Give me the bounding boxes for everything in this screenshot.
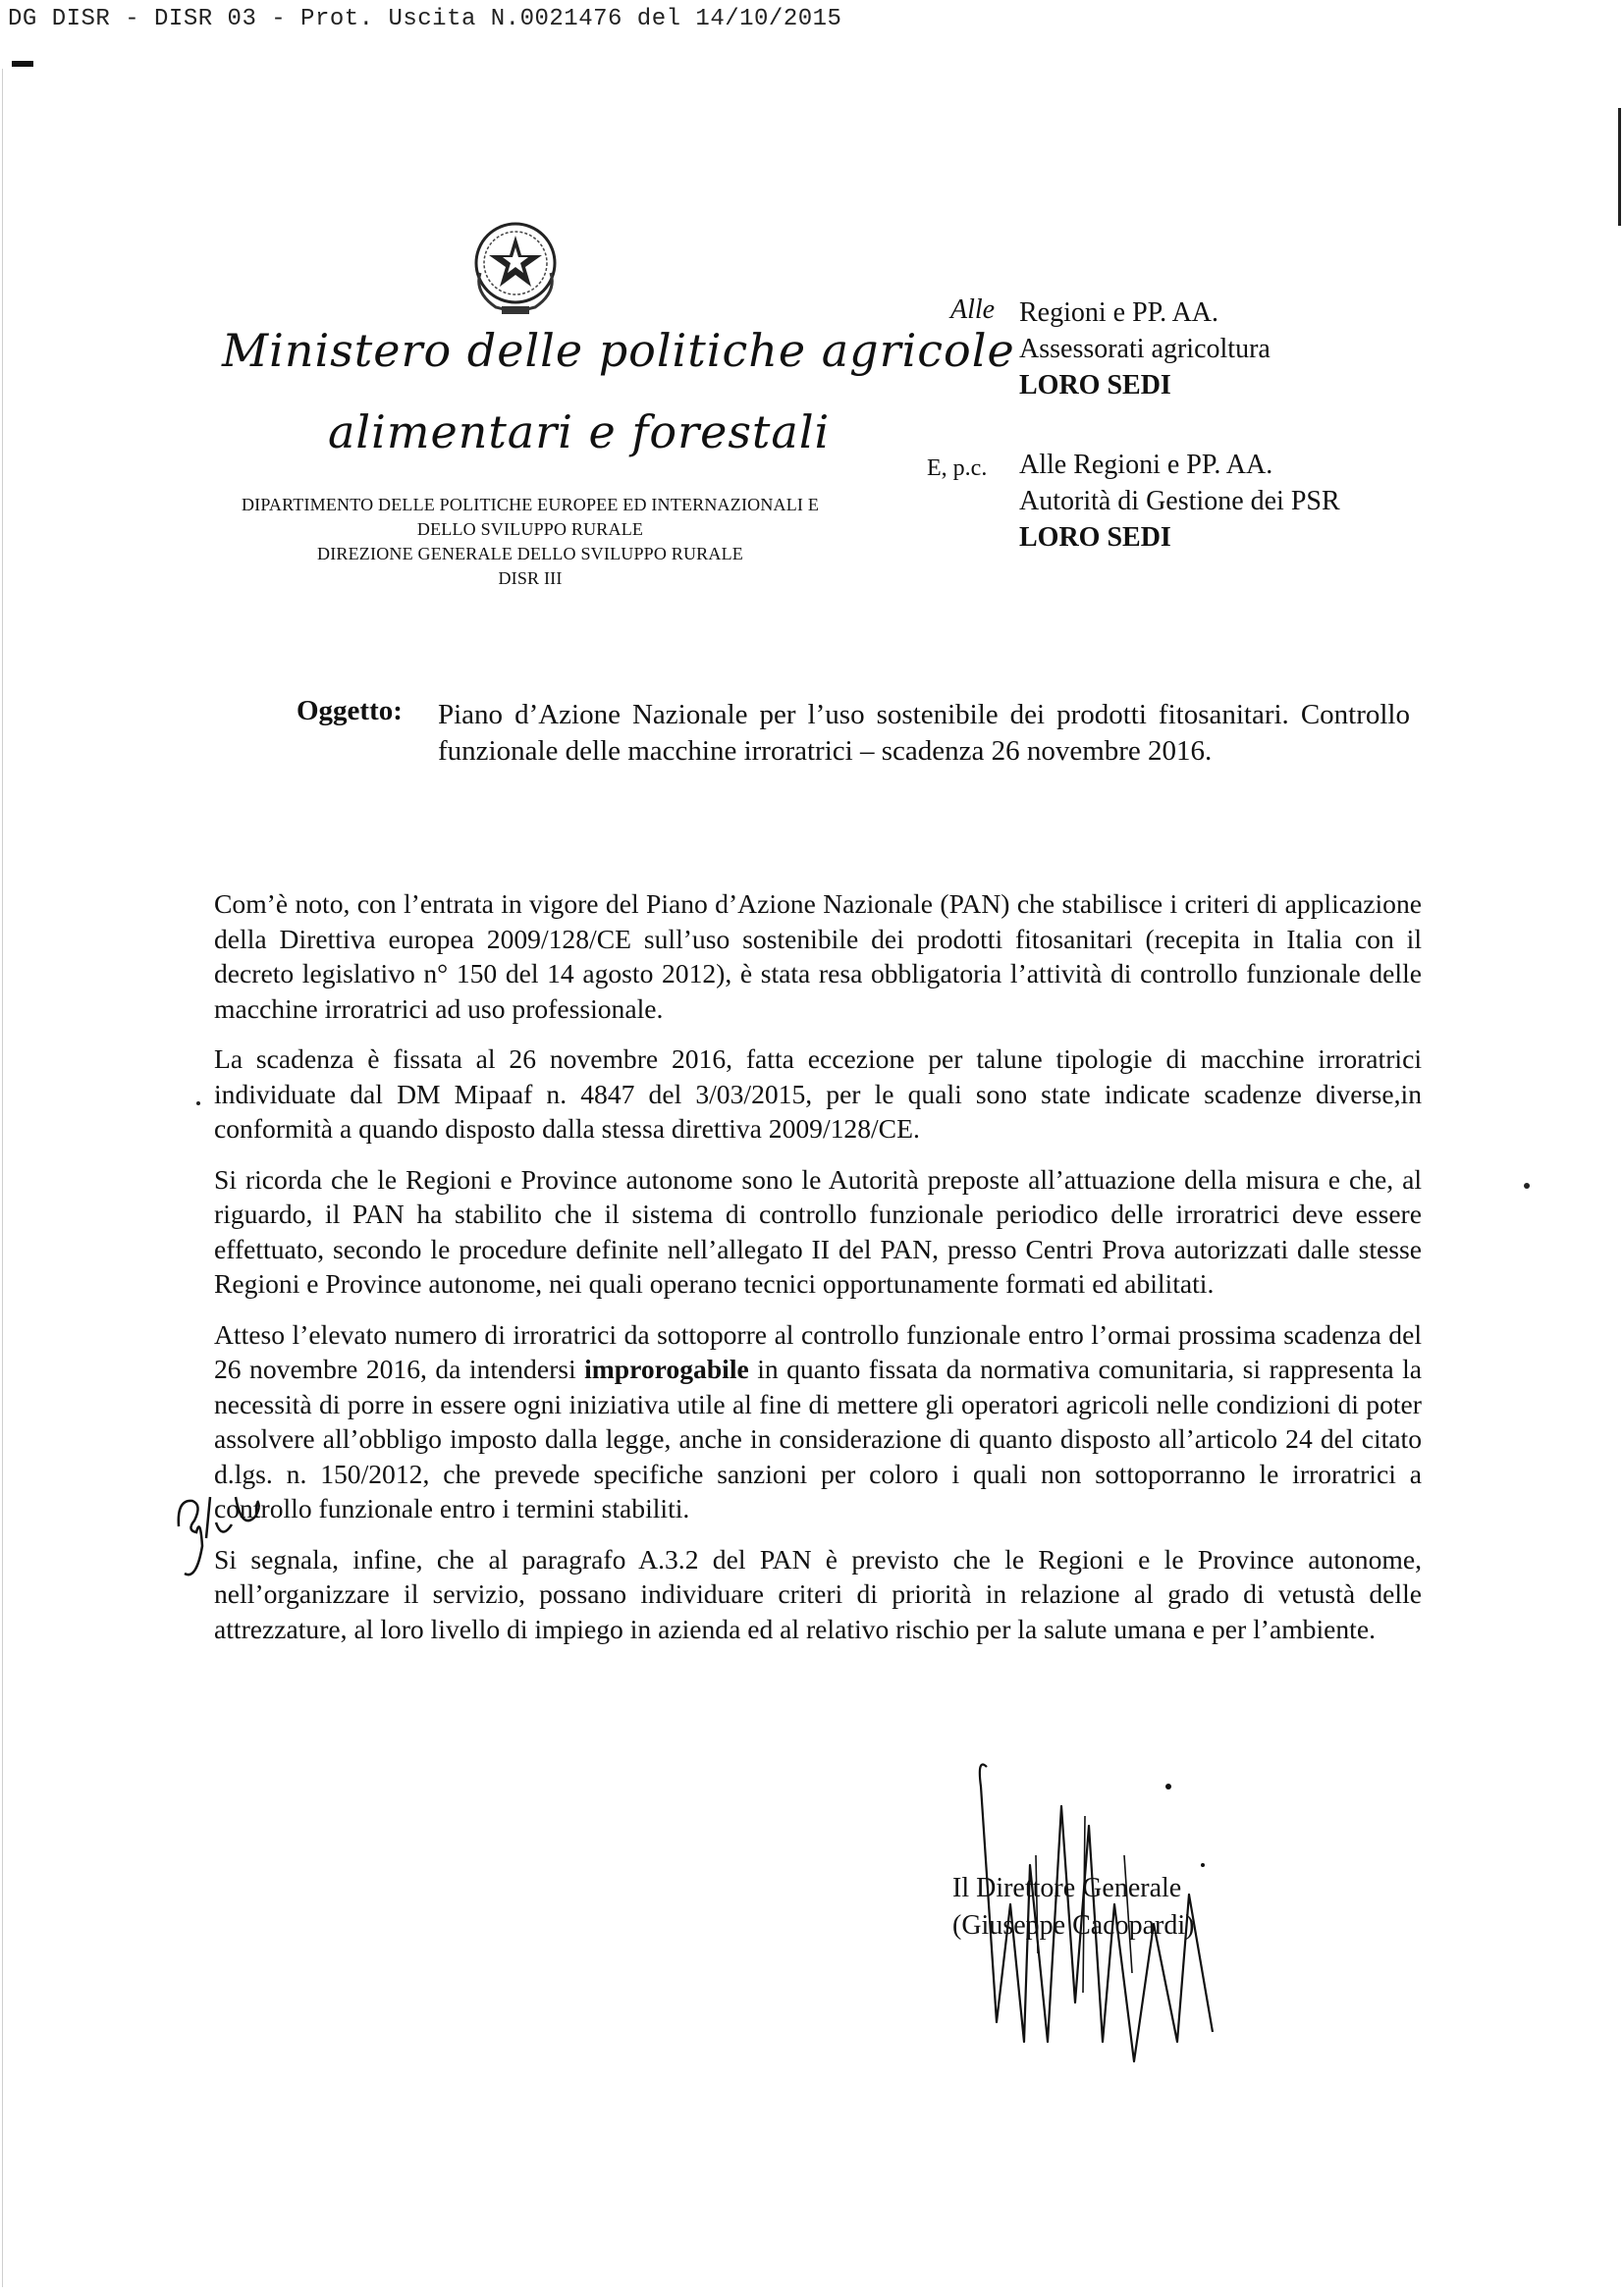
signatory-name: (Giuseppe Cacopardi) — [952, 1910, 1195, 1941]
department-line: DIPARTIMENTO DELLE POLITICHE EUROPEE ED INTERNAZIONALI E — [241, 495, 820, 514]
cc-label: E, p.c. — [927, 455, 988, 481]
republic-emblem-icon — [466, 214, 565, 322]
department-line: DIREZIONE GENERALE DELLO SVILUPPO RURALE — [317, 544, 743, 563]
body-paragraph: Si segnala, infine, che al paragrafo A.3.2 del PAN è previsto che le Regioni e le Province autonome, nell’organizzare il servizio, possano individuare criteri di priorità in relazione al grado di vetustà delle attrezzature, al loro livello di impiego in azienda ed al relativo rischio per la salute umana e per l’ambiente. — [214, 1543, 1422, 1644]
recipient-line: Regioni e PP. AA. — [1019, 297, 1219, 328]
department-line: DELLO SVILUPPO RURALE — [416, 519, 644, 539]
protocol-stamp: DG DISR - DISR 03 - Prot. Uscita N.0021476 del 14/10/2015 — [8, 6, 842, 32]
signatory-block — [952, 1870, 1194, 1945]
recipient-line: LORO SEDI — [1019, 522, 1171, 553]
signatory-title: Il Direttore Generale — [952, 1873, 1182, 1903]
body-paragraph: La scadenza è fissata al 26 novembre 2016, fatta eccezione per talune tipologie di macchine irroratrici individuate dal DM Mipaaf n. 4847 del 3/03/2015, per le quali sono state indicate scadenze diverse,in conformità a quando disposto dalla stessa direttiva 2009/128/CE. — [214, 1043, 1422, 1144]
letter-body — [214, 886, 1422, 1662]
scan-speck — [1524, 1183, 1530, 1189]
recipient-line: Alle Regioni e PP. AA. — [1019, 450, 1273, 480]
ministry-name-line2: alimentari e forestali — [328, 405, 831, 458]
scan-speck — [196, 1101, 200, 1105]
recipient-line: Assessorati agricoltura — [1019, 334, 1271, 364]
body-paragraph: Atteso l’elevato numero di irroratrici da sottoporre al controllo funzionale entro l’ormai prossima scadenza del 26 novembre 2016, da intendersi improrogabile in quanto fissata da normativa comunitaria, si rappresenta la necessità di porre in essere ogni iniziativa utile al fine di mettere gli operatori agricoli nelle condizioni di poter assolvere all’obbligo imposto dalla legge, anche in considerazione di quanto disposto all’articolo 24 del citato d.lgs. n. 150/2012, che prevede specifiche sanzioni per coloro i quali non sottoporranno le irroratrici a controllo funzionale entro i termini stabiliti. — [214, 1318, 1422, 1523]
recipient-line: LORO SEDI — [1019, 370, 1171, 400]
scan-edge — [1618, 108, 1621, 226]
scan-edge — [2, 69, 3, 2287]
recipient-line: Autorità di Gestione dei PSR — [1019, 486, 1340, 516]
scan-mark — [12, 61, 33, 67]
ministry-name-line1: Ministero delle politiche agricole — [222, 324, 1015, 377]
recipient-primary — [1019, 294, 1271, 403]
subject-text: Piano d’Azione Nazionale per l’uso sostenibile dei prodotti fitosanitari. Controllo funzionale delle macchine irroratrici – scadenza 26 novembre 2016. — [438, 699, 1410, 767]
body-paragraph: Com’è noto, con l’entrata in vigore del Piano d’Azione Nazionale (PAN) che stabilisce i criteri di applicazione della Direttiva europea 2009/128/CE sull’uso sostenibile dei prodotti fitosanitari (recepita in Italia con il decreto legislativo n° 150 del 14 agosto 2012), è stata resa obbligatoria l’attività di controllo funzionale delle macchine irroratrici ad uso professionale. — [214, 888, 1422, 1024]
department-line: DISR III — [498, 568, 563, 588]
department-block — [137, 493, 923, 591]
subject-label: Oggetto: — [297, 695, 403, 726]
body-paragraph: Si ricorda che le Regioni e Province autonome sono le Autorità preposte all’attuazione della misura e che, al riguardo, il PAN ha stabilito che il sistema di controllo funzionale periodico delle irroratrici deve essere effettuato, secondo le procedure definite nell’allegato II del PAN, presso Centri Prova autorizzati dalle stesse Regioni e Province autonome, nei quali operano tecnici opportunamente formati ed abilitati. — [214, 1163, 1422, 1299]
recipient-label: Alle — [950, 294, 996, 325]
recipient-cc — [1019, 447, 1340, 556]
handwritten-initials — [167, 1487, 275, 1585]
